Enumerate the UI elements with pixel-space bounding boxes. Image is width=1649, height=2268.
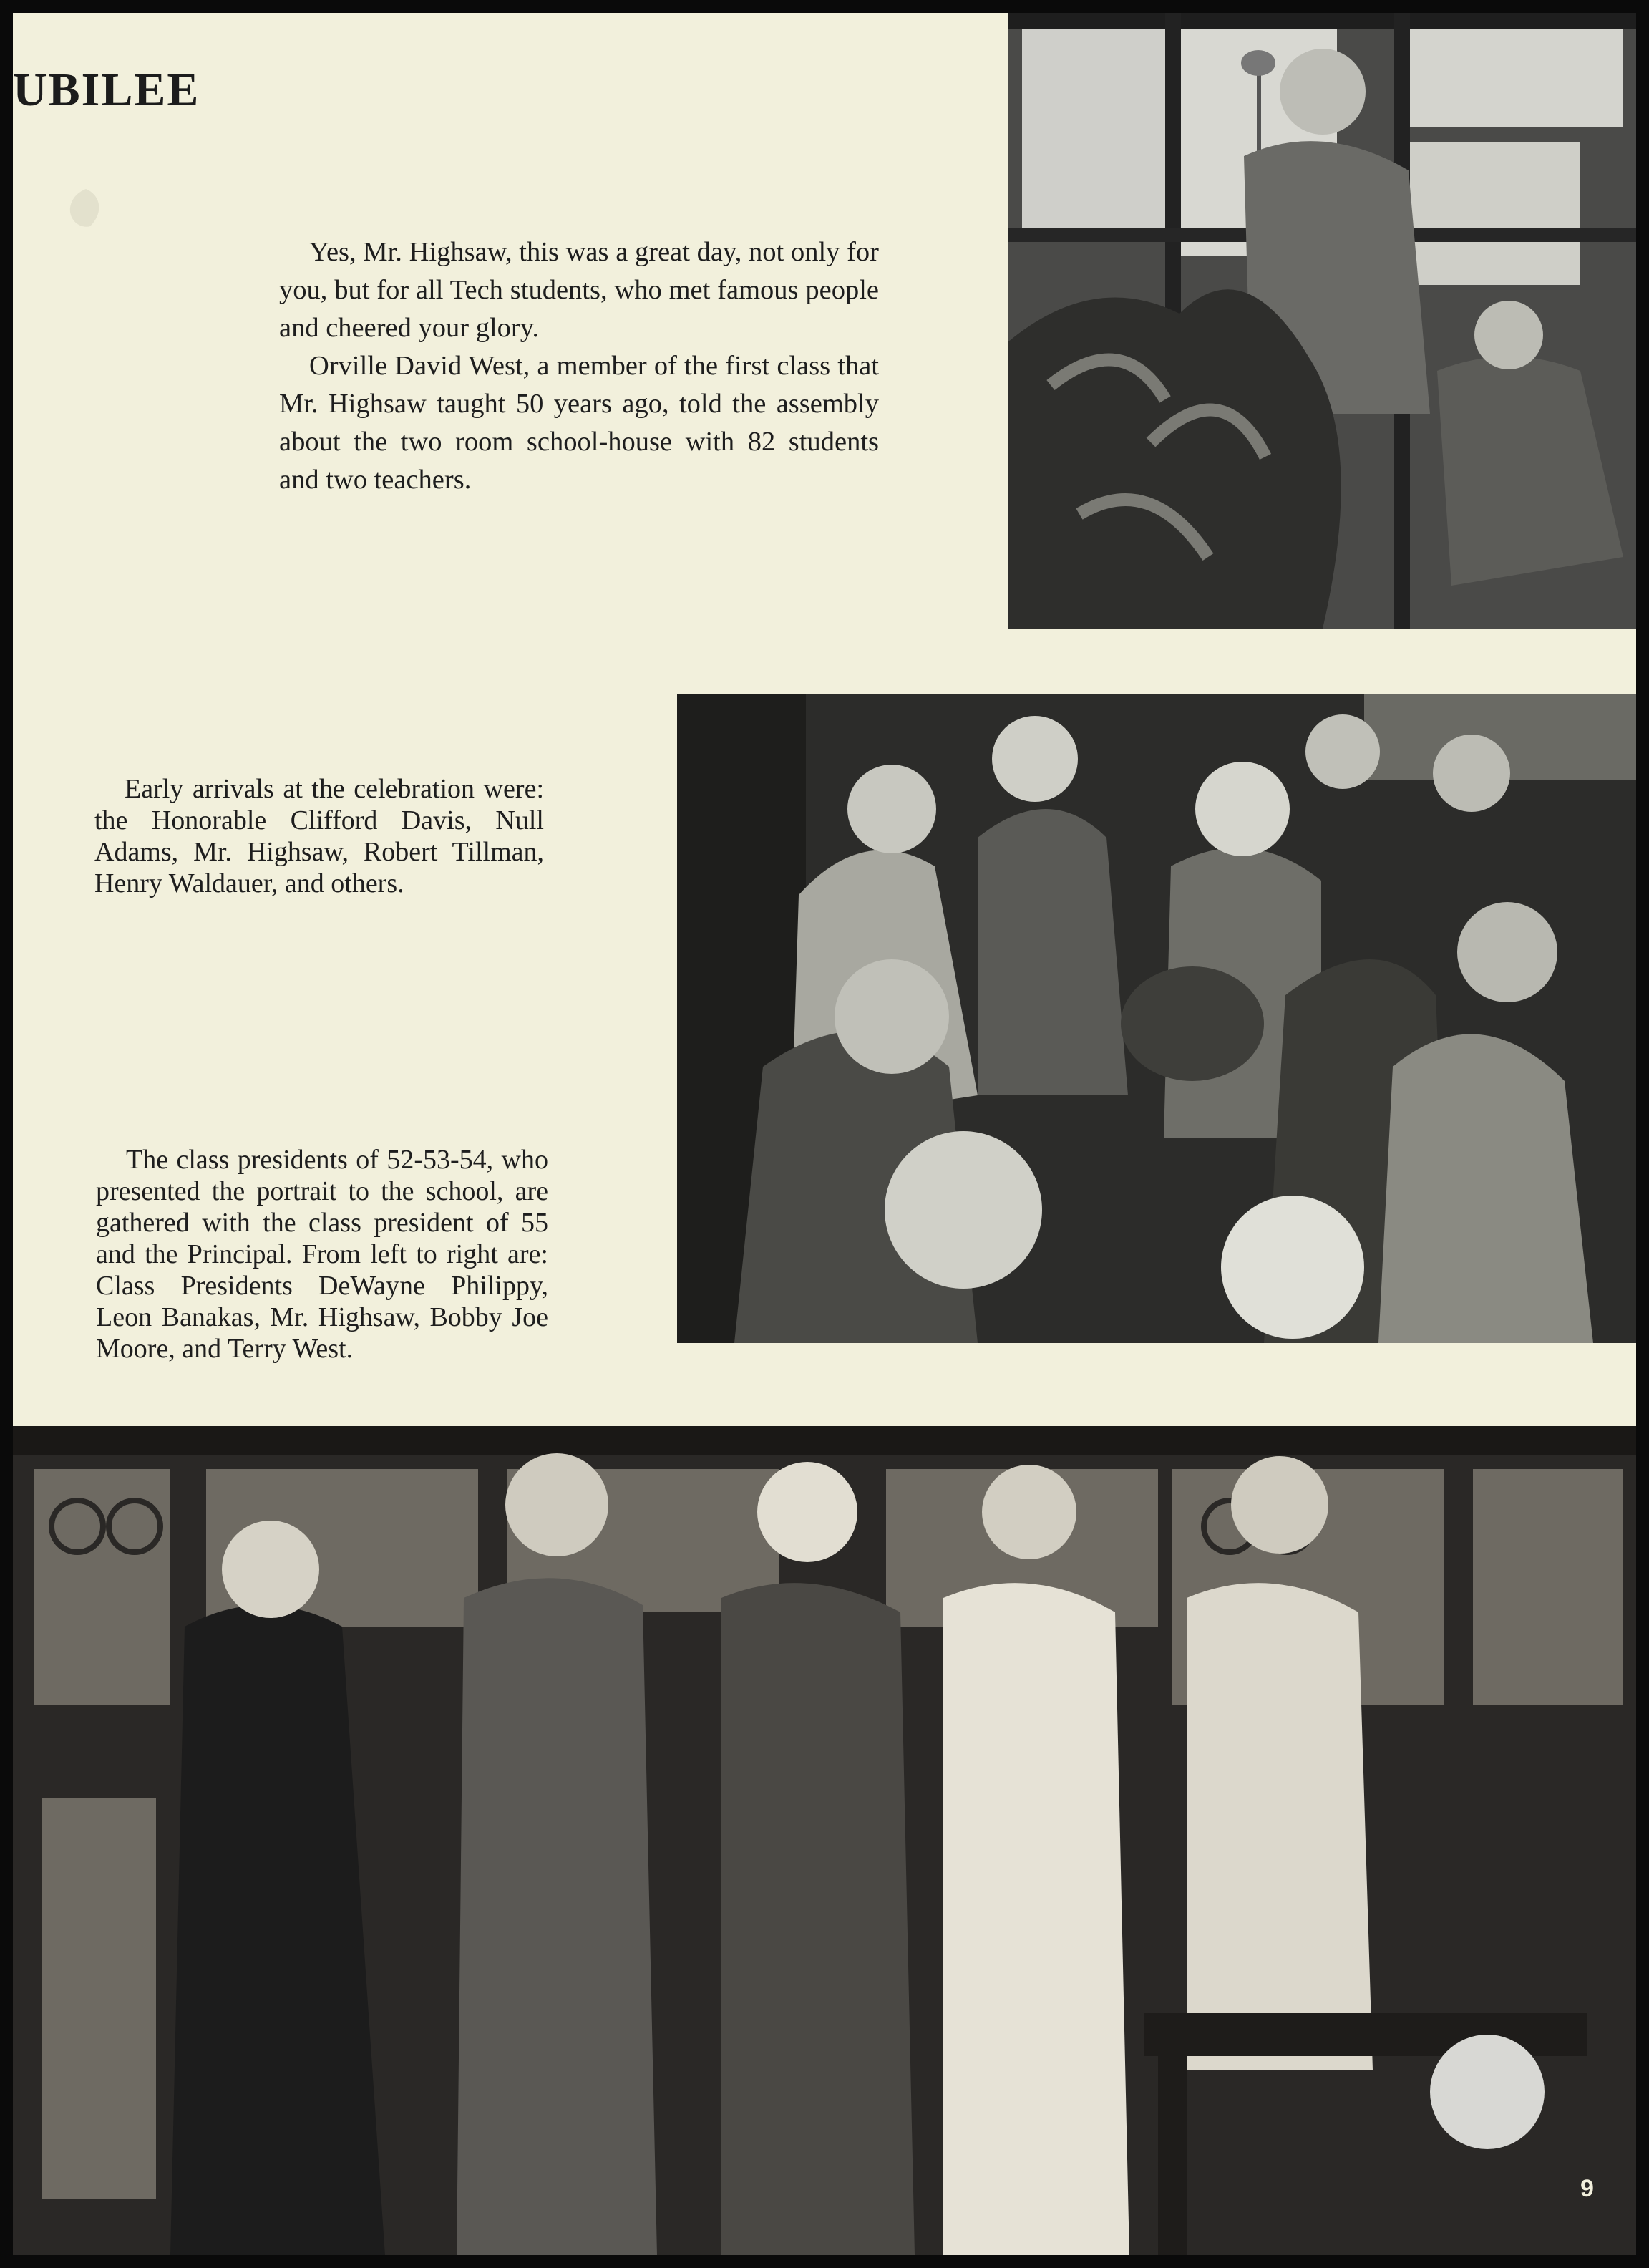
page-number: 9	[1580, 2175, 1594, 2202]
intro-text	[279, 233, 879, 499]
speaker-photo	[1008, 13, 1636, 629]
caption-presidents-text: The class presidents of 52-53-54, who presented the portrait to the school, are gathered with the class president of 55 and the Principal. From left to right are: Class Presidents DeWayne Philippy, Leon Banakas, Mr. Highsaw, Bobby Joe Moore, and Terry West.	[96, 1145, 548, 1364]
intro-paragraph-2: Orville David West, a member of the first class that Mr. Highsaw taught 50 years ago, told the assembly about the two room school-house with 82 students and two teachers.	[279, 351, 879, 495]
caption-arrivals-text: Early arrivals at the celebration were: the Honorable Clifford Davis, Null Adams, Mr. Highsaw, Robert Tillman, Henry Waldauer, and others.	[94, 774, 544, 898]
arrivals-photo	[677, 694, 1636, 1343]
caption-presidents	[96, 1144, 548, 1365]
class-presidents-photo	[13, 1426, 1636, 2255]
yearbook-page	[13, 13, 1636, 2255]
caption-arrivals	[94, 773, 544, 899]
leaf-watermark-icon	[64, 185, 107, 232]
intro-paragraph-1: Yes, Mr. Highsaw, this was a great day, not only for you, but for all Tech students, who met famous people and cheered your glory.	[279, 237, 879, 343]
page-title: UBILEE	[13, 64, 200, 116]
